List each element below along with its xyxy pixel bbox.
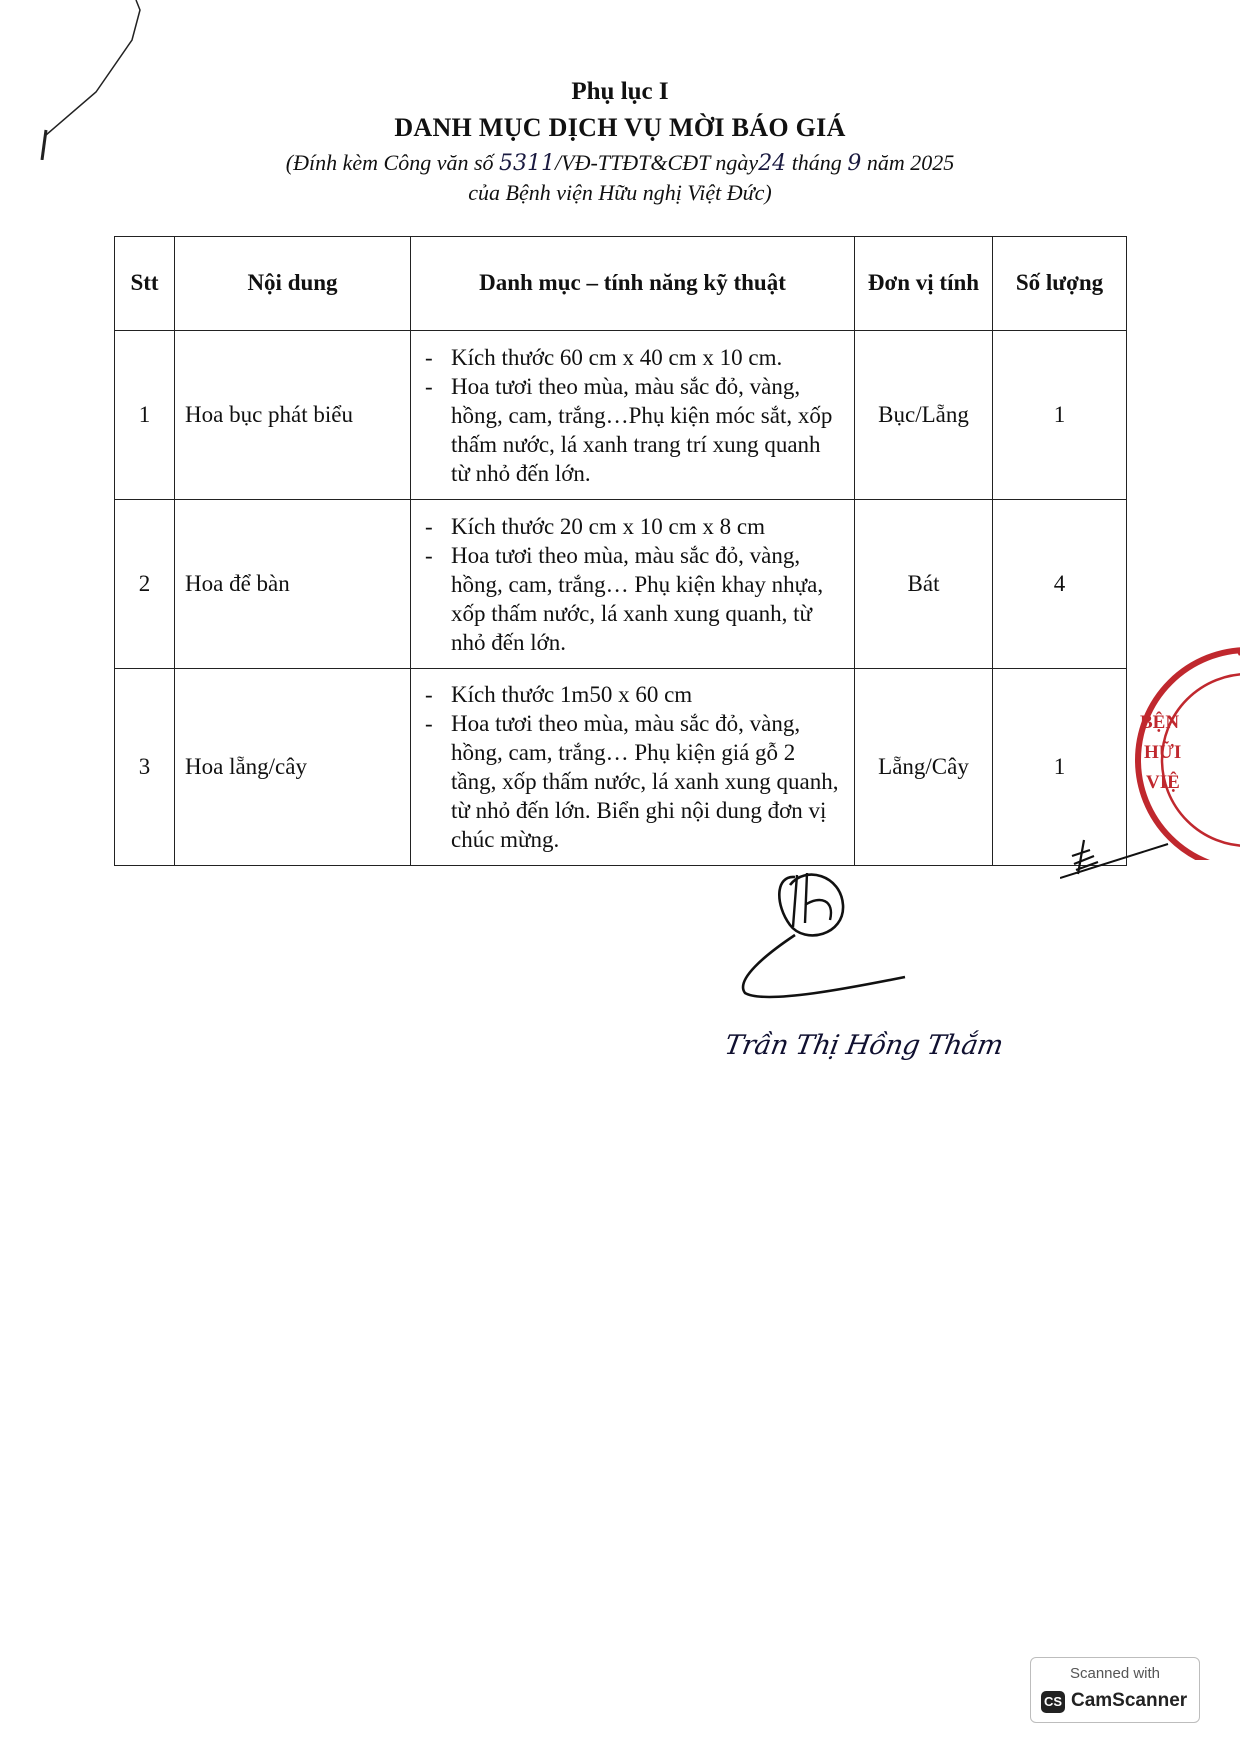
- document-title: DANH MỤC DỊCH VỤ MỜI BÁO GIÁ: [394, 113, 846, 142]
- header-quantity: Số lượng: [993, 237, 1127, 331]
- cell-stt: 3: [115, 669, 175, 866]
- cell-specs: [411, 500, 855, 669]
- stamp-text-line3: VIỆ: [1146, 772, 1180, 793]
- initial-mark: [1060, 830, 1170, 880]
- spec-item: - Hoa tươi theo mùa, màu sắc đỏ, vàng, hồng, cam, trắng… Phụ kiện giá gỗ 2 tầng, xốp thấm nước, lá xanh xung quanh, từ nhỏ đến lớn. Biển ghi nội dung đơn vị chúc mừng.: [421, 709, 840, 854]
- table-header-row: [115, 237, 1127, 331]
- cell-specs: [411, 331, 855, 500]
- signer-name: Trần Thị Hồng Thắm: [722, 1030, 1006, 1061]
- month-label: tháng: [791, 150, 842, 175]
- table-row: [115, 669, 1127, 866]
- cell-stt: 1: [115, 331, 175, 500]
- handwritten-signature: [735, 865, 915, 1005]
- cell-content: Hoa để bàn: [175, 500, 411, 669]
- camscanner-logo-icon: CS: [1041, 1691, 1065, 1713]
- spec-item: - Kích thước 20 cm x 10 cm x 8 cm: [421, 512, 840, 541]
- day-handwritten: 24: [758, 151, 787, 176]
- table-row: [115, 331, 1127, 500]
- scanned-with-text: Scanned with: [1069, 1665, 1161, 1682]
- spec-item: - Kích thước 60 cm x 40 cm x 10 cm.: [421, 343, 840, 372]
- issuer-line: của Bệnh viện Hữu nghị Việt Đức): [468, 180, 772, 205]
- camscanner-badge: [1030, 1657, 1200, 1723]
- attachment-line: [0, 150, 1240, 176]
- cell-unit: Bát: [855, 500, 993, 669]
- attach-prefix: (Đính kèm Công văn số: [285, 150, 494, 175]
- cell-quantity: 1: [993, 669, 1127, 866]
- spec-item: - Hoa tươi theo mùa, màu sắc đỏ, vàng, hồng, cam, trắng… Phụ kiện khay nhựa, xốp thấm nước, lá xanh xung quanh, từ nhỏ đến lớn.: [421, 541, 840, 657]
- table-row: [115, 500, 1127, 669]
- cell-stt: 2: [115, 500, 175, 669]
- year-label: năm 2025: [866, 150, 955, 175]
- cell-quantity: 4: [993, 500, 1127, 669]
- header-unit: Đơn vị tính: [855, 237, 993, 331]
- cell-content: Hoa bục phát biểu: [175, 331, 411, 500]
- header-content: Nội dung: [175, 237, 411, 331]
- appendix-label: Phụ lục I: [571, 78, 669, 105]
- header-specs: Danh mục – tính năng kỹ thuật: [411, 237, 855, 331]
- service-table: [114, 236, 1127, 866]
- cell-specs: [411, 669, 855, 866]
- camscanner-name: CamScanner: [1071, 1690, 1188, 1711]
- spec-item: - Hoa tươi theo mùa, màu sắc đỏ, vàng, hồng, cam, trắng…Phụ kiện móc sắt, xốp thấm nước, lá xanh trang trí xung quanh từ nhỏ đến lớn.: [421, 372, 840, 488]
- month-handwritten: 9: [847, 151, 862, 176]
- doc-code: /VĐ-TTĐT&CĐT ngày: [555, 150, 759, 175]
- stamp-text-line1: BỆN: [1140, 712, 1180, 733]
- cell-content: Hoa lẵng/cây: [175, 669, 411, 866]
- cell-quantity: 1: [993, 331, 1127, 500]
- cell-unit: Lẵng/Cây: [855, 669, 993, 866]
- spec-item: - Kích thước 1m50 x 60 cm: [421, 680, 840, 709]
- cell-unit: Bục/Lẵng: [855, 331, 993, 500]
- header-stt: Stt: [115, 237, 175, 331]
- stamp-text-line2: HỮI: [1144, 742, 1182, 763]
- doc-number-handwritten: 5311: [499, 151, 556, 176]
